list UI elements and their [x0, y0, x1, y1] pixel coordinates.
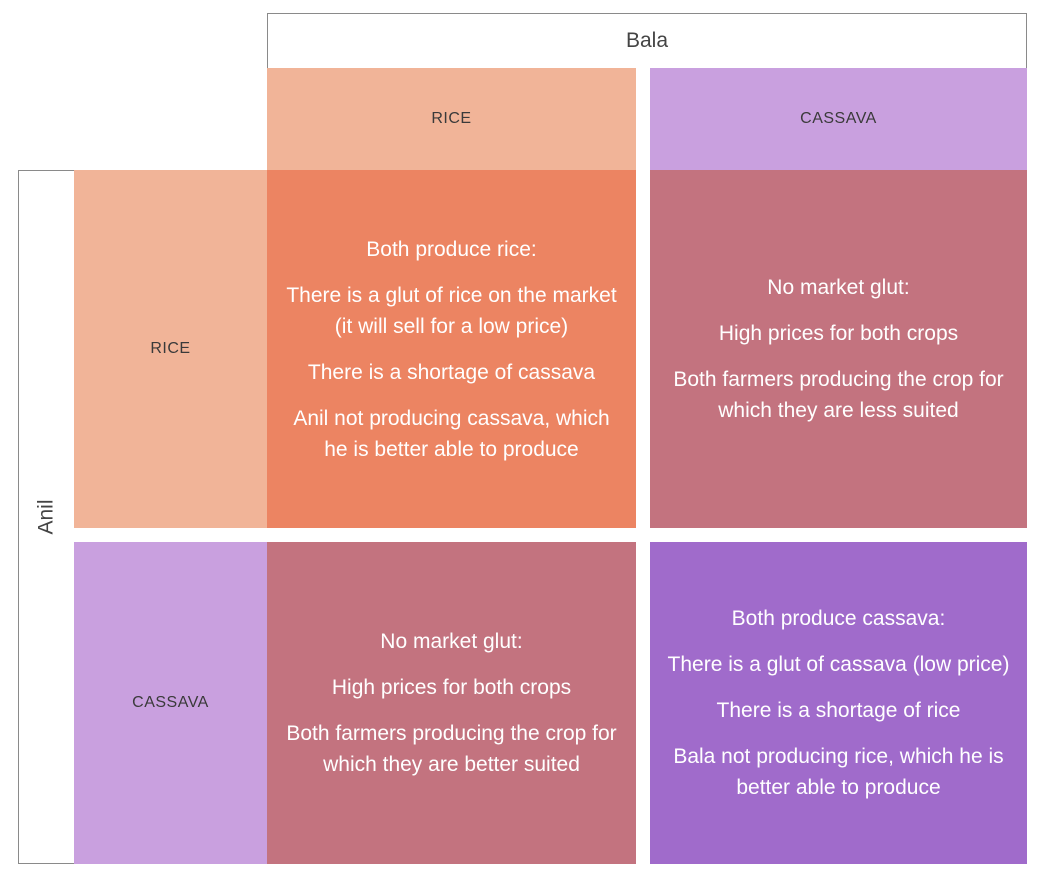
cell-cassava-rice — [267, 542, 636, 864]
cell-text: High prices for both crops — [718, 322, 959, 345]
row-header-cassava-label: CASSAVA — [132, 694, 209, 711]
cell-text: There is a shortage of cassava — [307, 360, 596, 384]
bala-player-header — [267, 13, 1027, 68]
cell-rice-cassava — [650, 170, 1027, 528]
column-header-rice-label: RICE — [431, 110, 472, 127]
row-header-rice — [74, 170, 267, 528]
cell-text: There is a glut of rice on the market (it will sell for a low price) — [286, 283, 617, 338]
cell-text: Both farmers producing the crop for which they are better suited — [286, 722, 617, 776]
bala-label: Bala — [625, 29, 669, 52]
anil-player-header — [18, 170, 74, 864]
cell-text: Both farmers producing the crop for which they are less suited — [673, 368, 1004, 422]
cell-text: There is a shortage of rice — [716, 699, 961, 722]
column-header-cassava-label: CASSAVA — [800, 110, 877, 127]
anil-label: Anil — [34, 499, 58, 535]
cell-text: No market glut: — [380, 630, 523, 653]
row-header-cassava — [74, 542, 267, 864]
cell-rice-rice — [267, 170, 636, 528]
row-header-rice-label: RICE — [150, 340, 191, 357]
cell-text: High prices for both crops — [331, 676, 572, 699]
cell-text: Both produce rice: — [366, 237, 537, 261]
column-header-cassava — [650, 68, 1027, 170]
cell-text: There is a glut of cassava (low price) — [667, 653, 1010, 676]
cell-cassava-cassava — [650, 542, 1027, 864]
cell-text: Bala not producing rice, which he is better able to produce — [673, 745, 1004, 799]
cell-text: No market glut: — [767, 276, 910, 299]
cell-text: Both produce cassava: — [731, 607, 946, 630]
cell-text: Anil not producing cassava, which he is better able to produce — [293, 406, 610, 461]
column-header-rice — [267, 68, 636, 170]
